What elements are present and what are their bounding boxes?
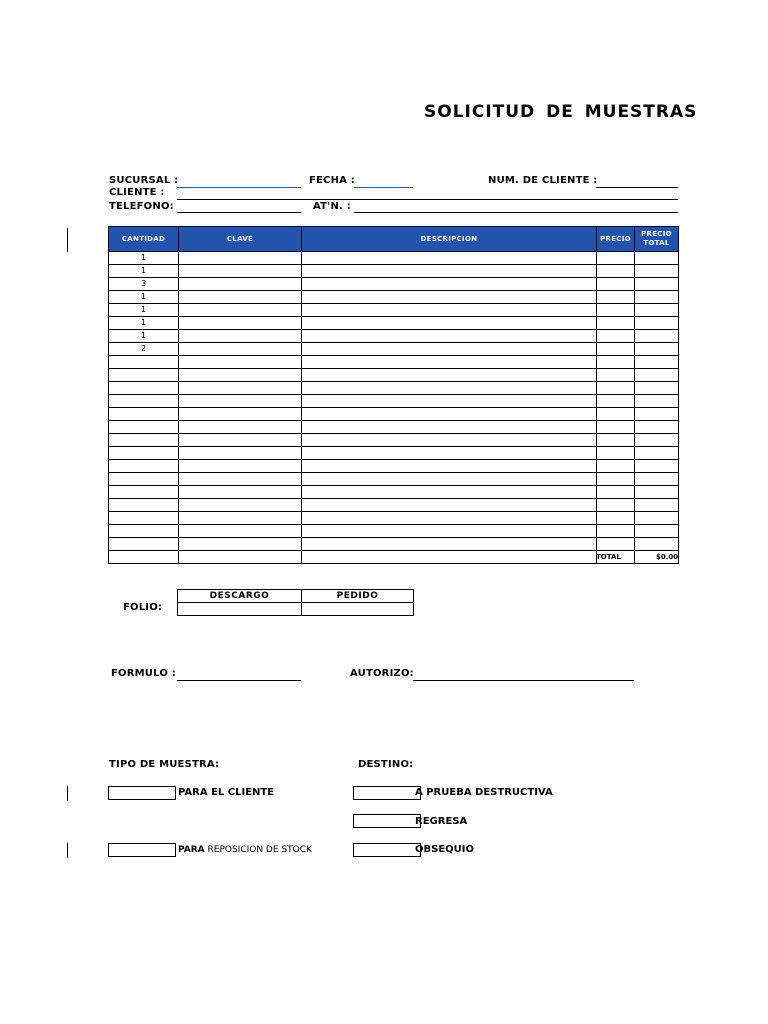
reposicion-stock-label: [178, 845, 312, 855]
cantidad-cell[interactable]: 1: [109, 291, 179, 304]
precio-cell[interactable]: [597, 447, 635, 460]
telefono-label: TELEFONO:: [109, 201, 174, 212]
column-header-clave: CLAVE: [179, 227, 302, 252]
para-el-cliente-prefix: PARA: [178, 787, 208, 798]
precio-total-cell[interactable]: [635, 538, 679, 551]
table-row: [109, 473, 679, 486]
cantidad-cell[interactable]: [109, 499, 179, 512]
precio-total-cell[interactable]: [635, 343, 679, 356]
reposicion-stock-checkbox[interactable]: [108, 843, 176, 857]
clave-cell[interactable]: [179, 369, 302, 382]
descripcion-cell[interactable]: [302, 382, 597, 395]
clave-cell[interactable]: [179, 278, 302, 291]
prueba-destructiva-prefix: A: [415, 787, 423, 798]
table-row: [109, 304, 679, 317]
precio-total-cell[interactable]: [635, 525, 679, 538]
fecha-field[interactable]: [354, 187, 413, 188]
cantidad-cell[interactable]: 1: [109, 330, 179, 343]
clave-cell[interactable]: [179, 499, 302, 512]
precio-total-cell[interactable]: [635, 304, 679, 317]
pedido-cell[interactable]: [302, 603, 414, 616]
table-row: [109, 317, 679, 330]
descripcion-cell[interactable]: [302, 278, 597, 291]
column-header-precio-total: PRECIO TOTAL: [635, 227, 679, 252]
clave-cell[interactable]: [179, 460, 302, 473]
precio-cell[interactable]: [597, 421, 635, 434]
precio-cell[interactable]: [597, 512, 635, 525]
cliente-field[interactable]: [177, 199, 678, 200]
precio-total-cell[interactable]: [635, 512, 679, 525]
para-el-cliente-label: [178, 787, 274, 798]
cantidad-cell[interactable]: [109, 447, 179, 460]
prueba-destructiva-text: PRUEBA DESTRUCTIVA: [422, 787, 553, 798]
cantidad-cell[interactable]: [109, 551, 179, 564]
regresa-checkbox[interactable]: [353, 814, 421, 828]
page-title: SOLICITUD DE MUESTRAS: [424, 102, 698, 122]
cantidad-cell[interactable]: [109, 486, 179, 499]
precio-total-cell[interactable]: [635, 382, 679, 395]
obsequio-checkbox[interactable]: [353, 843, 421, 857]
table-row: [109, 369, 679, 382]
cantidad-cell[interactable]: [109, 356, 179, 369]
cantidad-cell[interactable]: 1: [109, 304, 179, 317]
table-row: [109, 291, 679, 304]
autorizo-label: AUTORIZO:: [350, 668, 414, 679]
table-row: [109, 382, 679, 395]
atn-label: AT'N. :: [313, 201, 351, 212]
clave-cell[interactable]: [179, 447, 302, 460]
items-table: [108, 226, 679, 564]
precio-cell[interactable]: [597, 408, 635, 421]
column-header-cantidad: CANTIDAD: [109, 227, 179, 252]
folio-label: FOLIO:: [123, 602, 163, 613]
precio-cell[interactable]: [597, 395, 635, 408]
clave-cell[interactable]: [179, 356, 302, 369]
clave-cell[interactable]: [179, 512, 302, 525]
table-row: [109, 486, 679, 499]
obsequio-label: OBSEQUIO: [415, 844, 474, 855]
table-row: [109, 512, 679, 525]
precio-total-cell[interactable]: [635, 369, 679, 382]
autorizo-field[interactable]: [413, 680, 634, 681]
precio-total-cell[interactable]: [635, 278, 679, 291]
formulo-label: FORMULO :: [111, 668, 176, 679]
descripcion-cell[interactable]: [302, 408, 597, 421]
clave-cell[interactable]: [179, 304, 302, 317]
precio-total-cell[interactable]: [635, 473, 679, 486]
clave-cell[interactable]: [179, 265, 302, 278]
cantidad-cell[interactable]: 1: [109, 265, 179, 278]
precio-total-cell[interactable]: [635, 447, 679, 460]
clave-cell[interactable]: [179, 330, 302, 343]
prueba-destructiva-label: [415, 787, 553, 798]
precio-cell[interactable]: [597, 538, 635, 551]
clave-cell[interactable]: [179, 473, 302, 486]
precio-cell[interactable]: [597, 356, 635, 369]
column-header-descripcion: DESCRIPCION: [302, 227, 597, 252]
table-row: [109, 525, 679, 538]
total-value: $0.00: [656, 553, 679, 561]
descripcion-cell[interactable]: [302, 369, 597, 382]
clave-cell[interactable]: [179, 252, 302, 265]
clave-cell[interactable]: [179, 434, 302, 447]
precio-cell[interactable]: [597, 265, 635, 278]
table-row: [109, 408, 679, 421]
descripcion-cell[interactable]: [302, 356, 597, 369]
tipo-muestra-heading: TIPO DE MUESTRA:: [109, 759, 220, 770]
table-row: [109, 551, 679, 564]
precio-total-cell[interactable]: [635, 460, 679, 473]
precio-total-cell[interactable]: [635, 434, 679, 447]
clave-cell[interactable]: [179, 525, 302, 538]
clave-cell[interactable]: [179, 291, 302, 304]
descripcion-cell[interactable]: [302, 538, 597, 551]
precio-cell[interactable]: [597, 291, 635, 304]
num-cliente-label: NUM. DE CLIENTE :: [488, 175, 598, 186]
precio-cell[interactable]: [597, 382, 635, 395]
precio-total-cell[interactable]: [635, 252, 679, 265]
precio-cell[interactable]: [597, 304, 635, 317]
descripcion-cell[interactable]: [302, 551, 597, 564]
descripcion-cell[interactable]: [302, 252, 597, 265]
table-row: [109, 330, 679, 343]
table-row: [109, 460, 679, 473]
cantidad-cell[interactable]: [109, 382, 179, 395]
descripcion-cell[interactable]: [302, 525, 597, 538]
cantidad-cell[interactable]: [109, 538, 179, 551]
reposicion-stock-text: REPOSICION DE STOCK: [204, 845, 312, 855]
num-cliente-field[interactable]: [596, 187, 678, 188]
descripcion-cell[interactable]: [302, 434, 597, 447]
folio-table: [177, 589, 414, 616]
cantidad-cell[interactable]: [109, 512, 179, 525]
fecha-label: FECHA :: [309, 175, 355, 186]
precio-total-cell[interactable]: [635, 317, 679, 330]
precio-total-cell[interactable]: [635, 395, 679, 408]
precio-cell[interactable]: [597, 278, 635, 291]
table-header-row: [109, 227, 679, 252]
descripcion-cell[interactable]: [302, 265, 597, 278]
total-label: TOTAL: [596, 553, 621, 561]
cantidad-cell[interactable]: [109, 473, 179, 486]
precio-total-cell[interactable]: [635, 486, 679, 499]
column-header-precio: PRECIO: [597, 227, 635, 252]
precio-total-cell[interactable]: [635, 499, 679, 512]
reposicion-stock-prefix: PARA: [178, 845, 205, 855]
table-row: [109, 395, 679, 408]
clave-cell[interactable]: [179, 395, 302, 408]
descripcion-cell[interactable]: [302, 317, 597, 330]
precio-cell[interactable]: [597, 460, 635, 473]
precio-cell[interactable]: [597, 330, 635, 343]
descripcion-cell[interactable]: [302, 304, 597, 317]
sucursal-field[interactable]: [177, 187, 301, 188]
descripcion-cell[interactable]: [302, 330, 597, 343]
descripcion-cell[interactable]: [302, 343, 597, 356]
para-el-cliente-checkbox[interactable]: [108, 786, 176, 800]
clave-cell[interactable]: [179, 551, 302, 564]
descargo-header: DESCARGO: [178, 590, 302, 603]
precio-cell[interactable]: [597, 317, 635, 330]
cantidad-cell[interactable]: 3: [109, 278, 179, 291]
precio-cell[interactable]: [597, 252, 635, 265]
para-el-cliente-text: EL CLIENTE: [207, 787, 275, 798]
telefono-field[interactable]: [177, 212, 301, 213]
clave-cell[interactable]: [179, 486, 302, 499]
table-row: [109, 265, 679, 278]
cantidad-cell[interactable]: [109, 434, 179, 447]
descripcion-cell[interactable]: [302, 291, 597, 304]
formulo-field[interactable]: [177, 680, 301, 681]
descripcion-cell[interactable]: [302, 473, 597, 486]
pedido-header: PEDIDO: [302, 590, 414, 603]
table-row: [109, 434, 679, 447]
descripcion-cell[interactable]: [302, 512, 597, 525]
precio-cell[interactable]: [597, 486, 635, 499]
cantidad-cell[interactable]: 1: [109, 252, 179, 265]
precio-total-cell[interactable]: [635, 356, 679, 369]
table-row: [109, 343, 679, 356]
precio-cell[interactable]: [597, 369, 635, 382]
precio-cell[interactable]: [597, 499, 635, 512]
atn-field[interactable]: [354, 212, 678, 213]
descripcion-cell[interactable]: [302, 395, 597, 408]
cantidad-cell[interactable]: [109, 395, 179, 408]
descargo-cell[interactable]: [178, 603, 302, 616]
precio-total-cell[interactable]: [635, 408, 679, 421]
prueba-destructiva-checkbox[interactable]: [353, 786, 421, 800]
destino-heading: DESTINO:: [358, 759, 414, 770]
table-row: [109, 278, 679, 291]
clave-cell[interactable]: [179, 408, 302, 421]
text-cursor: [67, 843, 68, 858]
precio-cell[interactable]: [597, 473, 635, 486]
table-row: [109, 538, 679, 551]
cantidad-cell[interactable]: [109, 421, 179, 434]
precio-cell[interactable]: [597, 525, 635, 538]
descripcion-cell[interactable]: [302, 421, 597, 434]
text-cursor: [67, 786, 68, 801]
precio-total-cell[interactable]: [635, 330, 679, 343]
cantidad-cell[interactable]: [109, 408, 179, 421]
sucursal-label: SUCURSAL :: [109, 175, 179, 186]
precio-cell[interactable]: [597, 343, 635, 356]
text-cursor: [67, 228, 68, 252]
regresa-label: REGRESA: [415, 816, 468, 827]
table-row: [109, 421, 679, 434]
table-row: [109, 252, 679, 265]
table-row: [109, 499, 679, 512]
clave-cell[interactable]: [179, 317, 302, 330]
cantidad-cell[interactable]: 1: [109, 317, 179, 330]
descripcion-cell[interactable]: [302, 447, 597, 460]
precio-total-cell[interactable]: [635, 421, 679, 434]
descripcion-cell[interactable]: [302, 499, 597, 512]
precio-cell[interactable]: [597, 434, 635, 447]
table-row: [109, 447, 679, 460]
table-row: [109, 356, 679, 369]
descripcion-cell[interactable]: [302, 486, 597, 499]
precio-total-cell[interactable]: [635, 291, 679, 304]
cantidad-cell[interactable]: [109, 460, 179, 473]
clave-cell[interactable]: [179, 382, 302, 395]
cantidad-cell[interactable]: 2: [109, 343, 179, 356]
descripcion-cell[interactable]: [302, 460, 597, 473]
cantidad-cell[interactable]: [109, 369, 179, 382]
clave-cell[interactable]: [179, 421, 302, 434]
clave-cell[interactable]: [179, 538, 302, 551]
cantidad-cell[interactable]: [109, 525, 179, 538]
cliente-label: CLIENTE :: [109, 187, 165, 198]
precio-total-cell[interactable]: [635, 265, 679, 278]
clave-cell[interactable]: [179, 343, 302, 356]
